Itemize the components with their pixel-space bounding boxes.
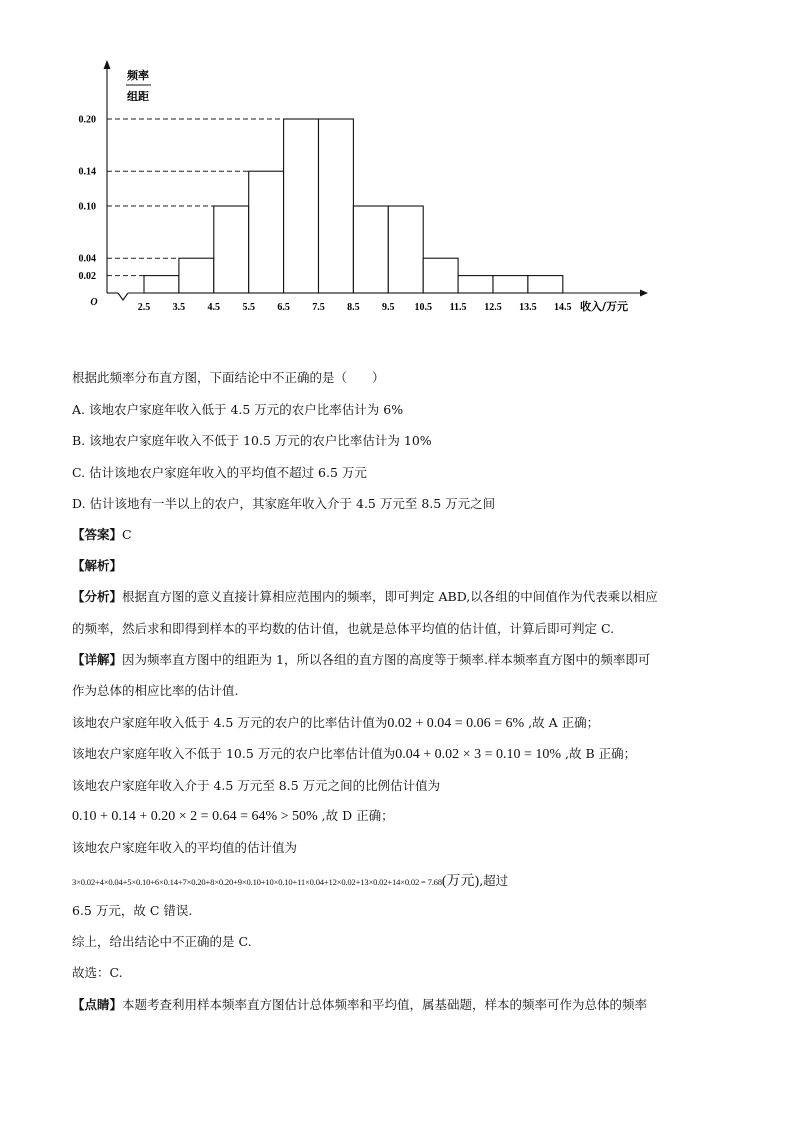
bar-6 (353, 206, 388, 293)
y-tick-label-3: 0.14 (78, 166, 96, 178)
line-d-text: 该地农户家庭年收入介于 4.5 万元至 8.5 万元之间的比例估计值为 (72, 778, 441, 793)
option-d: D. 估计该地有一半以上的农户，其家庭年收入介于 4.5 万元至 8.5 万元之间 (72, 496, 496, 511)
mean-formula-line (72, 870, 508, 890)
line-d-end: ,故 D 正确； (317, 808, 394, 823)
origin-label: O (90, 297, 98, 308)
bar-3 (249, 171, 284, 293)
line-a-math: 0.02 + 0.04 = 0.06 = 6% (387, 716, 525, 731)
x-tick-label-11: 13.5 (519, 302, 537, 313)
dianjing-tag: 【点睛】 (72, 997, 123, 1012)
xiangjie-text-2: 作为总体的相应比率的估计值. (72, 683, 239, 698)
mean-formula: 3×0.02+4×0.04+5×0.10+6×0.14+7×0.20+8×0.20+9×0.10+10×0.10+11×0.04+12×0.02+13×0.02+14×0.02 = 7.68 (72, 877, 442, 887)
fenxi-line-1 (72, 587, 658, 605)
xiangjie-text-1: 因为频率直方图中的组距为 1，所以各组的直方图的高度等于频率.样本频率直方图中的频率即可 (122, 652, 651, 667)
bar-2 (214, 206, 249, 293)
xiangjie-line-1 (72, 650, 650, 668)
fenxi-text-2: 的频率，然后求和即得到样本的平均数的估计值，也就是总体平均值的估计值，计算后即可判定 C. (72, 621, 615, 636)
x-tick-label-12: 14.5 (554, 302, 572, 313)
bar-4 (284, 119, 319, 293)
y-tick-label-0: 0.02 (78, 271, 96, 283)
dianjing-line (72, 995, 647, 1013)
option-a: A. 该地农户家庭年收入低于 4.5 万元的农户比率估计为 6% (72, 402, 404, 417)
x-axis-arrow (640, 290, 648, 297)
mean-conclusion: 6.5 万元，故 C 错误. (72, 903, 193, 918)
x-tick-label-6: 8.5 (347, 302, 360, 313)
y-label-numerator: 频率 (127, 69, 149, 82)
line-b (72, 744, 636, 763)
line-a-end: ,故 A 正确； (524, 715, 600, 730)
line-d-math: 0.10 + 0.14 + 0.20 × 2 = 0.64 = 64% > 50% (72, 809, 318, 824)
x-tick-label-1: 3.5 (172, 302, 186, 313)
x-axis-label: 收入/万元 (580, 300, 629, 313)
x-tick-label-10: 12.5 (484, 302, 502, 313)
histogram (70, 55, 650, 325)
mean-unit: (万元) (441, 874, 480, 889)
y-axis-arrow (104, 60, 111, 69)
question-stem: 根据此频率分布直方图，下面结论中不正确的是（ ） (72, 370, 385, 385)
answer-value: C (122, 527, 132, 542)
x-tick-label-3: 5.5 (242, 302, 255, 313)
fenxi-text-1: 根据直方图的意义直接计算相应范围内的频率，即可判定 ABD,以各组的中间值作为代表乘以相应 (122, 589, 658, 604)
answer-tag: 【答案】 (72, 527, 123, 542)
bar-10 (493, 276, 528, 293)
y-tick-label-2: 0.10 (78, 201, 96, 213)
bar-9 (458, 276, 493, 293)
line-a (72, 713, 599, 732)
axis-break (118, 293, 128, 300)
option-c: C. 估计该地农户家庭年收入的平均值不超过 6.5 万元 (72, 465, 367, 480)
choice: 故选：C. (72, 965, 123, 980)
bar-1 (179, 258, 214, 293)
option-b: B. 该地农户家庭年收入不低于 10.5 万元的农户比率估计为 10% (72, 433, 432, 448)
bar-5 (319, 119, 354, 293)
line-b-end: ,故 B 正确； (561, 746, 637, 761)
y-tick-label-4: 0.20 (78, 114, 96, 126)
x-tick-label-0: 2.5 (137, 302, 151, 313)
line-d-calc (72, 806, 394, 825)
fenxi-tag: 【分析】 (72, 589, 123, 604)
y-tick-label-1: 0.04 (78, 253, 96, 265)
answer-line (72, 525, 132, 543)
mean-intro: 该地农户家庭年收入的平均值的估计值为 (72, 840, 298, 855)
bar-11 (528, 276, 563, 293)
analysis-tag: 【解析】 (72, 558, 123, 573)
bar-7 (388, 206, 423, 293)
x-tick-label-9: 11.5 (449, 302, 467, 313)
mean-tail: ,超过 (479, 873, 509, 888)
x-tick-label-8: 10.5 (414, 302, 432, 313)
line-a-text: 该地农户家庭年收入低于 4.5 万元的农户的比率估计值为 (72, 715, 388, 730)
line-b-text: 该地农户家庭年收入不低于 10.5 万元的农户比率估计值为 (72, 746, 396, 761)
x-tick-label-5: 7.5 (312, 302, 325, 313)
line-b-math: 0.04 + 0.02 × 3 = 0.10 = 10% (395, 747, 562, 762)
x-tick-label-2: 4.5 (207, 302, 221, 313)
bar-8 (423, 258, 458, 293)
summary: 综上，给出结论中不正确的是 C. (72, 934, 252, 949)
x-tick-label-7: 9.5 (382, 302, 395, 313)
x-tick-label-4: 6.5 (277, 302, 290, 313)
xiangjie-tag: 【详解】 (72, 652, 123, 667)
bar-0 (144, 276, 179, 293)
y-label-denominator: 组距 (127, 90, 149, 103)
dianjing-text: 本题考查利用样本频率直方图估计总体频率和平均值，属基础题，样本的频率可作为总体的频率 (122, 997, 648, 1012)
